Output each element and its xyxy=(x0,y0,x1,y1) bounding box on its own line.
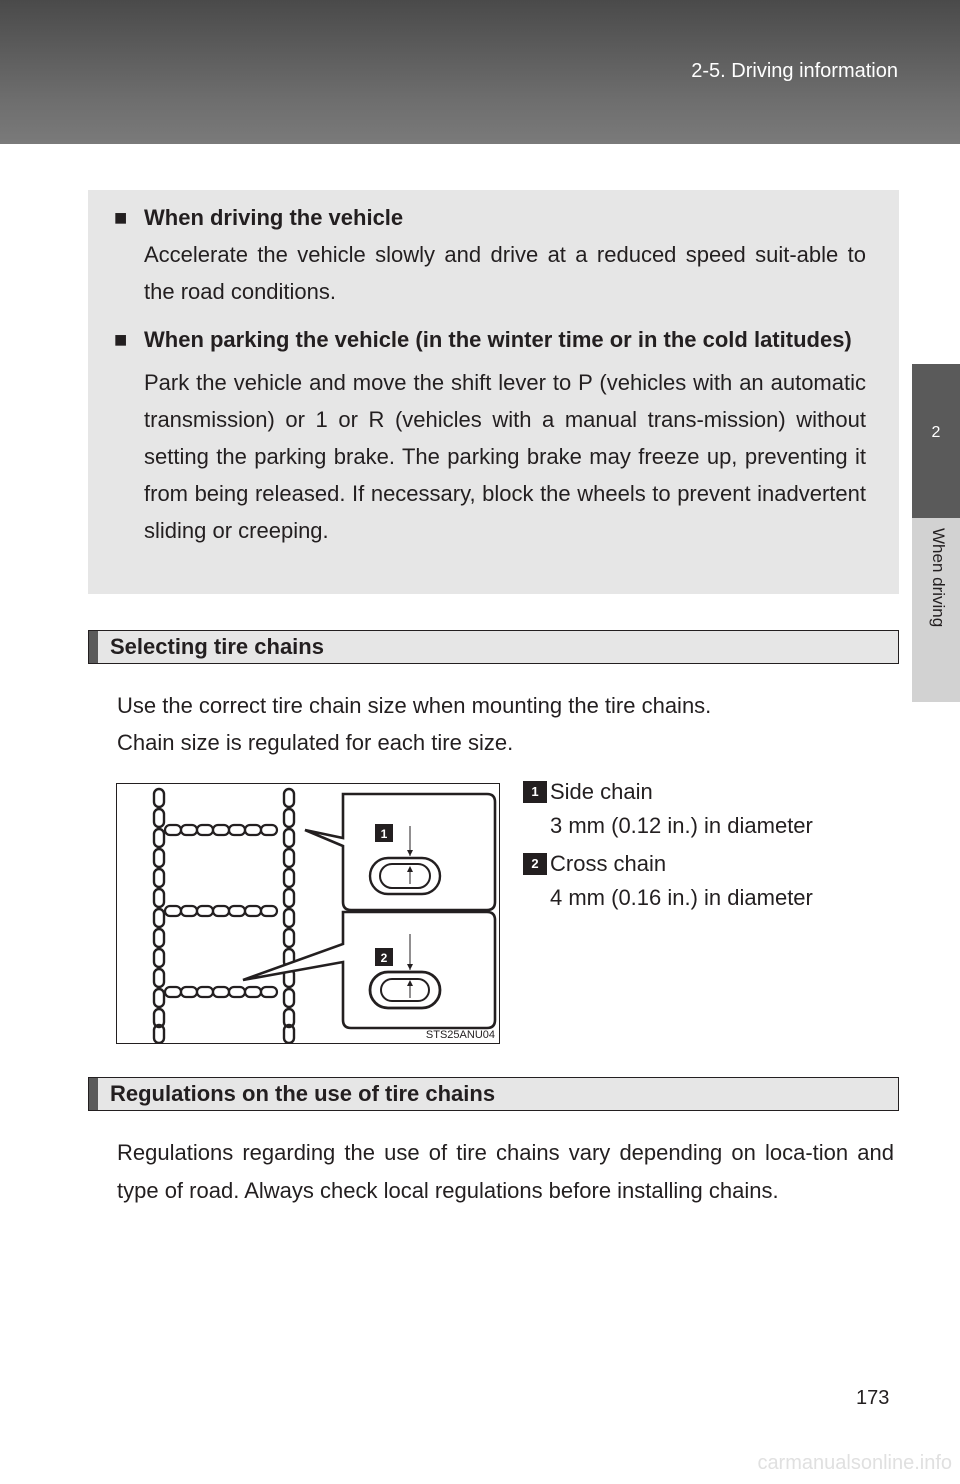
section-header-selecting xyxy=(88,630,899,664)
legend-number-badge: 1 xyxy=(523,781,547,803)
legend-detail: 4 mm (0.16 in.) in diameter xyxy=(550,885,813,910)
tire-chain-illustration xyxy=(117,784,499,1043)
cross-chain-3 xyxy=(165,987,277,997)
figure-code: STS25ANU04 xyxy=(425,1029,495,1041)
section-header-bar xyxy=(89,1078,98,1110)
callout-bubble-cross xyxy=(243,912,495,1028)
info-body: Park the vehicle and move the shift lever to P (vehicles with an automatic transmission) or 1 or R (vehicles with a manual trans-mission) without setting the parking brake. The parking brake may freeze up, preventing it from being released. If necessary, block the wheels to prevent inadvertent sliding or creeping. xyxy=(144,370,866,543)
tire-chain-figure xyxy=(116,783,500,1044)
section-header-label: Selecting tire chains xyxy=(110,634,324,659)
info-item-parking xyxy=(114,321,866,549)
legend-item-side-chain xyxy=(523,775,813,843)
callout-marker-1-label: 1 xyxy=(380,827,388,841)
side-tab-number: 2 xyxy=(931,424,941,441)
paragraph: Chain size is regulated for each tire size. xyxy=(117,730,514,755)
section-header-label: Regulations on the use of tire chains xyxy=(110,1081,496,1106)
legend-number-badge: 2 xyxy=(523,853,547,875)
paragraph: Use the correct tire chain size when mounting the tire chains. xyxy=(117,693,712,718)
watermark: carmanualsonline.info xyxy=(757,1452,952,1474)
legend-item-cross-chain xyxy=(523,847,813,915)
section-title: 2-5. Driving information xyxy=(691,60,898,82)
cross-chain-1 xyxy=(165,825,277,835)
info-item-driving xyxy=(114,199,866,310)
info-heading: When driving the vehicle xyxy=(144,205,404,230)
legend-name: Side chain xyxy=(550,779,653,804)
callout-marker-2-label: 2 xyxy=(380,951,388,965)
side-chain-left xyxy=(154,789,164,1043)
callout-bubble-side xyxy=(305,794,495,910)
info-heading: When parking the vehicle (in the winter time or in the cold latitudes) xyxy=(144,327,852,352)
section-header-regulations xyxy=(88,1077,899,1111)
cross-chain-2 xyxy=(165,906,277,916)
square-bullet-icon: ■ xyxy=(114,327,128,352)
paragraph: Regulations regarding the use of tire chains vary depending on loca-tion and type of road. Always check local regulations before installing chains. xyxy=(117,1140,894,1203)
legend-detail: 3 mm (0.12 in.) in diameter xyxy=(550,813,813,838)
info-body: Accelerate the vehicle slowly and drive at a reduced speed suit-able to the road conditions. xyxy=(144,242,866,304)
square-bullet-icon: ■ xyxy=(114,205,128,230)
side-chain-right xyxy=(284,789,294,1043)
side-tab-label: When driving xyxy=(929,528,948,628)
legend-name: Cross chain xyxy=(550,851,667,876)
section-header-bar xyxy=(89,631,98,663)
page-number: 173 xyxy=(856,1387,890,1409)
